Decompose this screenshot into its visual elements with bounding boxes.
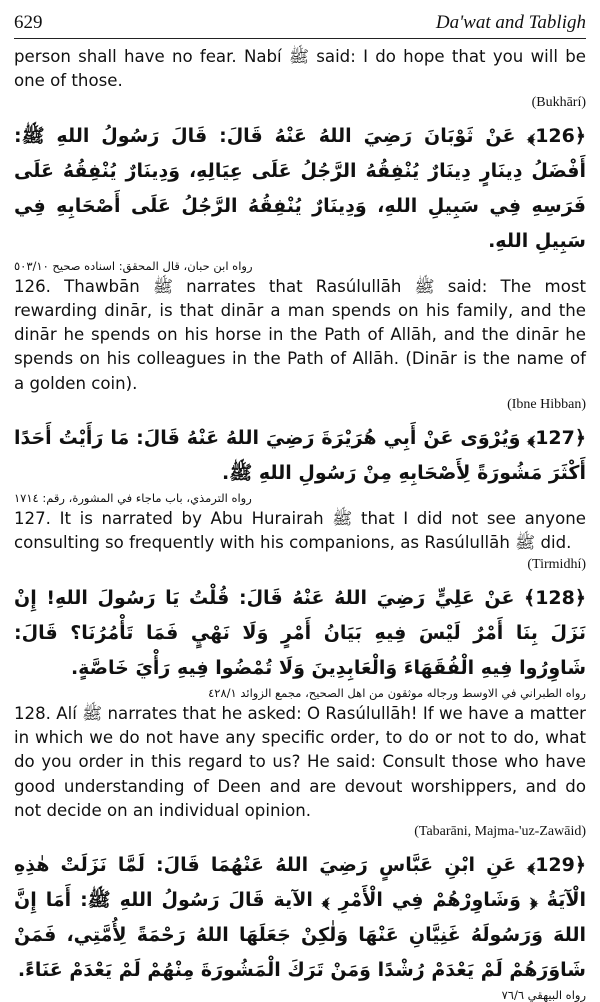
hadith-127-arabic: ﴿127﴾ وَيُرْوَى عَنْ أَبِي هُرَيْرَةَ رَضِيَ اللهُ عَنْهُ قَالَ: مَا رَأَيْتُ أَحَدًا أَكْثَرَ مَشُورَةً لِأَصْحَابِهِ مِنْ رَسُولِ اللهِ ﷺ.: [14, 427, 586, 485]
hadith-129-arabic: ﴿129﴾ عَنِ ابْنِ عَبَّاسٍ رَضِيَ اللهُ عَنْهُمَا قَالَ: لَمَّا نَزَلَتْ هٰذِهِ الْآيَةُ ﴿ وَشَاوِرْهُمْ فِي الْأَمْرِ ﴾ الآية قَالَ رَسُولُ اللهِ ﷺ: أَمَا إِنَّ اللهَ وَرَسُولَهُ غَنِيَّانِ عَنْهَا وَلٰكِنْ جَعَلَهَا اللهُ رَحْمَةً لِأُمَّتِي، فَمَنْ شَاوَرَهُمْ لَمْ يَعْدَمْ رُشْدًا وَمَنْ تَرَكَ الْمَشُورَةَ مِنْهُمْ لَمْ يَعْدَمْ عَنَاءً.: [14, 854, 586, 982]
header-rule: [14, 38, 586, 39]
hadith-126-arabic: ﴿126﴾ عَنْ ثَوْبَانَ رَضِيَ اللهُ عَنْهُ قَالَ: قَالَ رَسُولُ اللهِ ﷺ: أَفْضَلُ دِينَارٍ دِينَارٌ يُنْفِقُهُ الرَّجُلُ عَلَى عِيَالِهِ، وَدِينَارٌ يُنْفِقُهُ عَلَى فَرَسِهِ فِي سَبِيلِ اللهِ، وَدِينَارٌ يُنْفِقُهُ الرَّجُلُ عَلَى أَصْحَابِهِ فِي سَبِيلِ اللهِ.: [14, 124, 586, 252]
hadith-129-reference: رواه البيهقي ٧٦/٦: [501, 988, 586, 1002]
hadith-128-english: 128. Alí ﷺ narrates that he asked: O Rasúlullāh! If we have a matter in which we do not have any specific order, to do or not to do, what do you order in this regard to us? He said: Consult those who have good understanding of Deen and are devout worshippers, and do not decide on an individual opinion.: [14, 703, 586, 820]
hadith-128-arabic: ﴿128﴾ عَنْ عَلِيٍّ رَضِيَ اللهُ عَنْهُ قَالَ: قُلْتُ يَا رَسُولَ اللهِ! إِنْ نَزَلَ بِنَا أَمْرٌ لَيْسَ فِيهِ بَيَانُ أَمْرٍ وَلَا نَهْيٍ فَمَا تَأْمُرُنَا؟ قَالَ: شَاوِرُوا فِيهِ الْفُقَهَاءَ وَالْعَابِدِينَ وَلَا تُمْضُوا فِيهِ رَأْيَ خَاصَّةٍ.: [14, 586, 586, 679]
hadith-126-english: 126. Thawbān ﷺ narrates that Rasúlullāh ﷺ said: The most rewarding dinār, is that dinār a man spends on his family, and the dinār he spends on his horse in the Path of Allāh, and the dinār he spends on his colleagues in the Path of Allāh. (Dinār is the name of a golden coin).: [14, 276, 587, 393]
intro-source: (Bukhārí): [531, 94, 586, 110]
page-header: [14, 0, 586, 34]
intro-text: person shall have no fear. Nabí ﷺ said: I do hope that you will be one of those.: [14, 47, 586, 91]
hadith-128-source: (Tabarāni, Majma-'uz-Zawāid): [414, 824, 586, 840]
hadith-128-reference: رواه الطبراني في الاوسط ورجاله موثقون من اهل الصحيح، مجمع الزوائد ٤٢٨/١: [208, 685, 586, 700]
hadith-126-reference: رواه ابن حبان، قال المحقق: اسناده صحيح ٥٠٣/١٠: [14, 258, 253, 273]
hadith-126-source: (Ibne Hibban): [507, 397, 586, 413]
hadith-127-english: 127. It is narrated by Abu Hurairah ﷺ that I did not see anyone consulting so frequently with his companions, as Rasúlullāh ﷺ did.: [14, 509, 586, 553]
running-title: Da'wat and Tabligh: [435, 12, 586, 33]
page-number: 629: [14, 12, 43, 33]
hadith-127-reference: رواه الترمذي، باب ماجاء في المشورة، رقم: ١٧١٤: [14, 491, 252, 506]
hadith-127-source: (Tirmidhí): [527, 556, 586, 572]
